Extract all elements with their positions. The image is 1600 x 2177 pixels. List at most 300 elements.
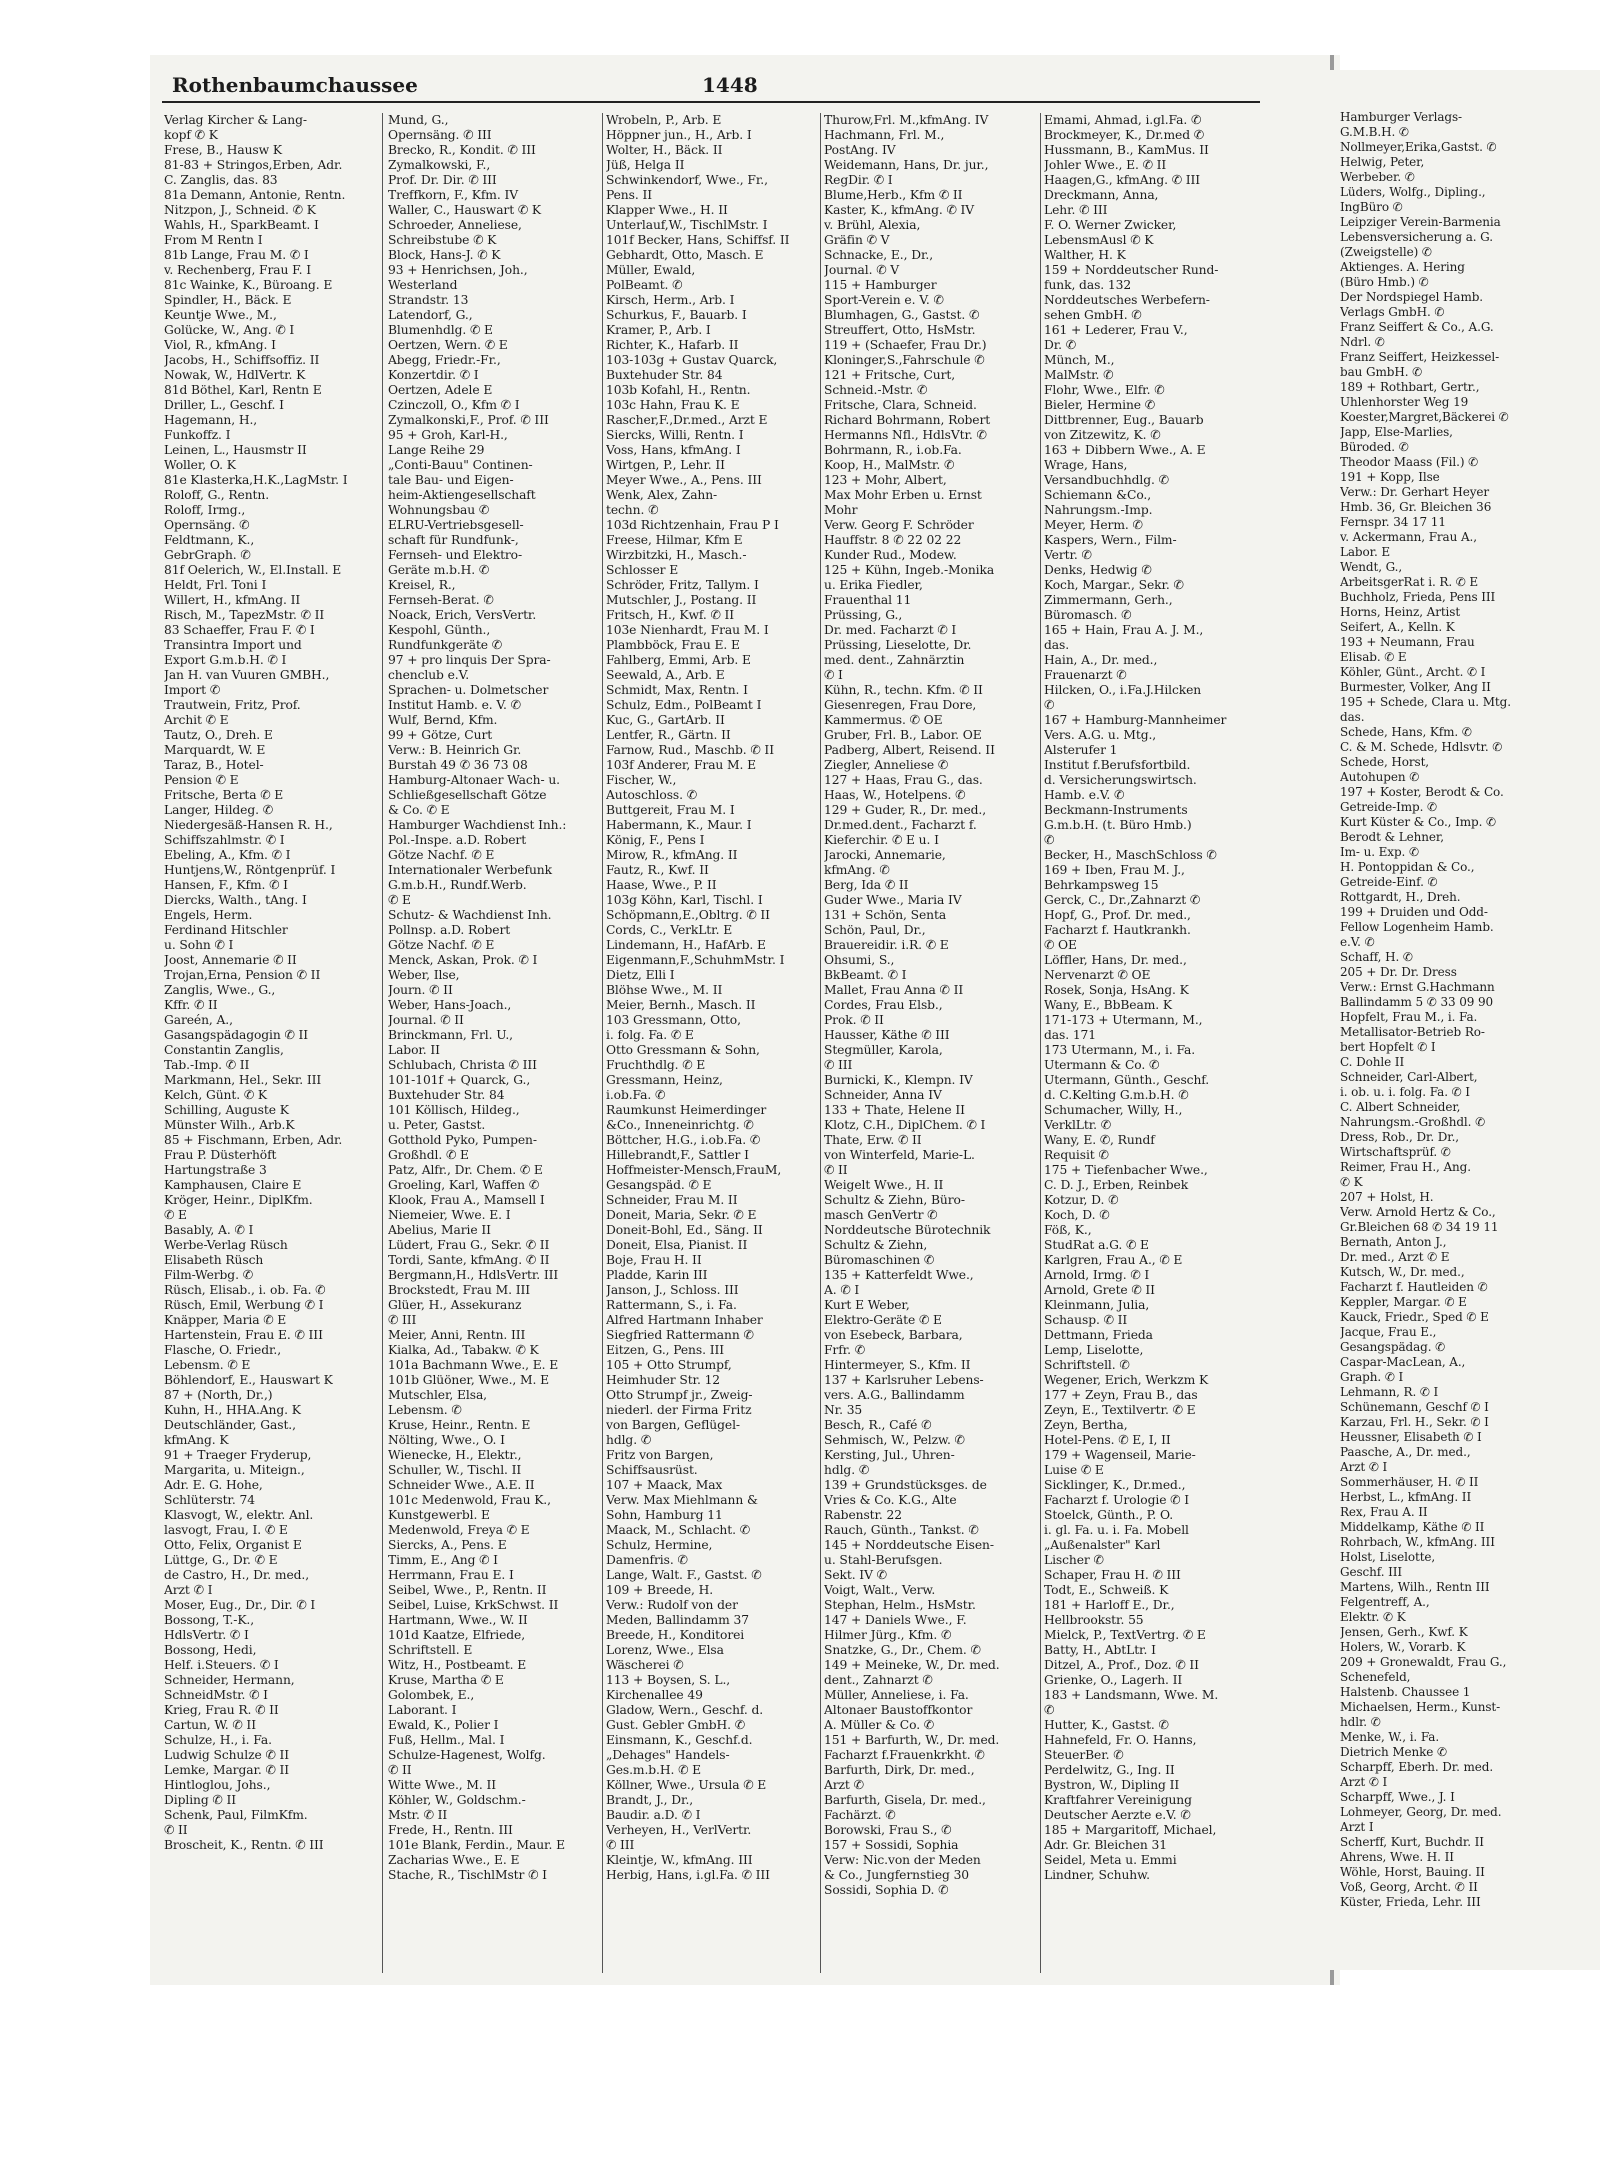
facing-page xyxy=(1330,70,1600,1970)
directory-entry: e.V. ✆ xyxy=(1340,935,1375,949)
directory-entry: 173 Utermann, M., i. Fa. xyxy=(1044,1043,1196,1057)
directory-entry: Zymalkonski,F., Prof. ✆ III xyxy=(388,413,549,427)
directory-entry: Abegg, Friedr.-Fr., xyxy=(388,353,501,367)
directory-entry: hdlg. ✆ xyxy=(824,1463,870,1477)
directory-entry: Schenefeld, xyxy=(1340,1670,1411,1684)
directory-entry: Scherff, Kurt, Buchdr. II xyxy=(1340,1835,1484,1849)
directory-entry: Niedergesäß-Hansen R. H., xyxy=(164,818,333,832)
directory-entry: Holst, Liselotte, xyxy=(1340,1550,1436,1564)
directory-entry: Hachmann, Frl. M., xyxy=(824,128,945,142)
directory-entry: Herbst, L., kfmAng. II xyxy=(1340,1490,1472,1504)
directory-entry: Brockstedt, Frau M. III xyxy=(388,1283,531,1297)
directory-entry: Kruse, Heinr., Rentn. E xyxy=(388,1418,531,1432)
directory-entry: Martens, Wilh., Rentn III xyxy=(1340,1580,1490,1594)
directory-entry: Becker, H., MaschSchloss ✆ xyxy=(1044,848,1217,862)
directory-entry: Brecko, R., Kondit. ✆ III xyxy=(388,143,536,157)
directory-entry: Der Nordspiegel Hamb. xyxy=(1340,290,1484,304)
directory-entry: Flasche, O. Friedr., xyxy=(164,1343,282,1357)
directory-entry: Löffler, Hans, Dr. med., xyxy=(1044,953,1187,967)
directory-entry: Hain, A., Dr. med., xyxy=(1044,653,1158,667)
directory-entry: Mutschler, J., Postang. II xyxy=(606,593,757,607)
directory-entry: 103g Köhn, Karl, Tischl. I xyxy=(606,893,763,907)
directory-entry: von Winterfeld, Marie-L. xyxy=(824,1148,975,1162)
directory-entry: Seifert, A., Kelln. K xyxy=(1340,620,1455,634)
directory-entry: Emami, Ahmad, i.gl.Fa. ✆ xyxy=(1044,113,1202,127)
directory-entry: Verw: Nic.von der Meden xyxy=(824,1853,981,1867)
directory-entry: Siercks, Willi, Rentn. I xyxy=(606,428,744,442)
directory-entry: Versandbuchhdlg. ✆ xyxy=(1044,473,1169,487)
directory-entry: Schneider, Hermann, xyxy=(164,1673,295,1687)
directory-entry: Buchholz, Frieda, Pens III xyxy=(1340,590,1496,604)
directory-entry: Vers. A.G. u. Mtg., xyxy=(1044,728,1157,742)
directory-entry: Fritsche, Berta ✆ E xyxy=(164,788,284,802)
directory-entry: Markmann, Hel., Sekr. III xyxy=(164,1073,322,1087)
directory-entry: 183 + Landsmann, Wwe. M. xyxy=(1044,1688,1219,1702)
directory-entry: Fahlberg, Emmi, Arb. E xyxy=(606,653,751,667)
directory-entry: Kauck, Friedr., Sped ✆ E xyxy=(1340,1310,1489,1324)
directory-entry: Doneit, Elsa, Pianist. II xyxy=(606,1238,748,1252)
directory-entry: ✆ E xyxy=(388,893,411,907)
directory-entry: Dietz, Elli I xyxy=(606,968,675,982)
directory-entry: Arzt ✆ xyxy=(824,1778,864,1792)
directory-entry: Böttcher, H.G., i.ob.Fa. ✆ xyxy=(606,1133,761,1147)
directory-entry: Rüsch, Elisab., i. ob. Fa. ✆ xyxy=(164,1283,326,1297)
directory-entry: 199 + Druiden und Odd- xyxy=(1340,905,1488,919)
directory-entry: 185 + Margaritoff, Michael, xyxy=(1044,1823,1217,1837)
directory-entry: Golücke, W., Ang. ✆ I xyxy=(164,323,295,337)
directory-entry: Fritsch, H., Kwf. ✆ II xyxy=(606,608,735,622)
directory-entry: 137 + Karlsruher Lebens- xyxy=(824,1373,984,1387)
directory-entry: Theodor Maass (Fil.) ✆ xyxy=(1340,455,1479,469)
directory-entry: 81c Wainke, K., Büroang. E xyxy=(164,278,333,292)
directory-entry: Kuhn, H., HHA.Ang. K xyxy=(164,1403,301,1417)
directory-entry: 101-101f + Quarck, G., xyxy=(388,1073,531,1087)
directory-entry: Hamburg-Altonaer Wach- u. xyxy=(388,773,560,787)
directory-entry: Fellow Logenheim Hamb. xyxy=(1340,920,1494,934)
directory-entry: Burmester, Volker, Ang II xyxy=(1340,680,1491,694)
directory-entry: 179 + Wagenseil, Marie- xyxy=(1044,1448,1196,1462)
directory-entry: Eigenmann,F.,SchuhmMstr. I xyxy=(606,953,785,967)
directory-entry: Köhler, W., Goldschm.- xyxy=(388,1793,526,1807)
directory-entry: Wöhle, Horst, Bauing. II xyxy=(1340,1865,1485,1879)
directory-entry: Facharzt f.Frauenkrkht. ✆ xyxy=(824,1748,985,1762)
directory-entry: Jensen, Gerh., Kwf. K xyxy=(1340,1625,1468,1639)
directory-entry: Sicklinger, K., Dr.med., xyxy=(1044,1478,1186,1492)
directory-entry: Kunstgewerbl. E xyxy=(388,1508,490,1522)
directory-entry: Verw.: Ernst G.Hachmann xyxy=(1340,980,1495,994)
directory-entry: Fachärzt. ✆ xyxy=(824,1808,896,1822)
directory-entry: PostAng. IV xyxy=(824,143,896,157)
directory-entry: Münch, M., xyxy=(1044,353,1115,367)
column-4 xyxy=(824,113,1036,1973)
directory-entry: Höppner jun., H., Arb. I xyxy=(606,128,752,142)
directory-entry: niederl. der Firma Fritz xyxy=(606,1403,752,1417)
directory-entry: Frau P. Düsterhöft xyxy=(164,1148,277,1162)
directory-entry: Kurt E Weber, xyxy=(824,1298,910,1312)
directory-entry: Siercks, A., Pens. E xyxy=(388,1538,507,1552)
directory-entry: Alfred Hartmann Inhaber xyxy=(606,1313,763,1327)
directory-entry: „Dehages" Handels- xyxy=(606,1748,730,1762)
directory-entry: Niemeier, Wwe. E. I xyxy=(388,1208,511,1222)
directory-entry: Walther, H. K xyxy=(1044,248,1126,262)
directory-entry: Fernseh-Berat. ✆ xyxy=(388,593,494,607)
directory-entry: Doneit, Maria, Sekr. ✆ E xyxy=(606,1208,757,1222)
directory-entry: 81f Oelerich, W., El.Install. E xyxy=(164,563,342,577)
directory-entry: Arzt I xyxy=(1340,1820,1374,1834)
directory-entry: Gotthold Pyko, Pumpen- xyxy=(388,1133,537,1147)
directory-entry: Fernspr. 34 17 11 xyxy=(1340,515,1446,529)
directory-entry: Kialka, Ad., Tabakw. ✆ K xyxy=(388,1343,539,1357)
directory-entry: 167 + Hamburg-Mannheimer xyxy=(1044,713,1227,727)
directory-entry: Maack, M., Schlacht. ✆ xyxy=(606,1523,750,1537)
directory-entry: 175 + Tiefenbacher Wwe., xyxy=(1044,1163,1208,1177)
directory-entry: Geräte m.b.H. ✆ xyxy=(388,563,490,577)
directory-entry: Wirtgen, P., Lehr. II xyxy=(606,458,725,472)
directory-entry: Lindner, Schuhw. xyxy=(1044,1868,1150,1882)
directory-entry: Tautz, O., Dreh. E xyxy=(164,728,273,742)
directory-entry: Luise ✆ E xyxy=(1044,1463,1104,1477)
directory-entry: Blume,Herb., Kfm ✆ II xyxy=(824,188,963,202)
directory-entry: Ges.m.b.H. ✆ E xyxy=(606,1763,701,1777)
directory-entry: Sport-Verein e. V. ✆ xyxy=(824,293,944,307)
directory-entry: Cartun, W. ✆ II xyxy=(164,1718,256,1732)
directory-entry: Mielck, P., TextVertrg. ✆ E xyxy=(1044,1628,1206,1642)
directory-entry: Menke, W., i. Fa. xyxy=(1340,1730,1440,1744)
directory-entry: 103-103g + Gustav Quarck, xyxy=(606,353,778,367)
directory-entry: Witte Wwe., M. II xyxy=(388,1778,497,1792)
directory-entry: Operns​äng. ✆ xyxy=(164,518,250,532)
directory-entry: Transintra Import und xyxy=(164,638,302,652)
directory-entry: Schultz & Ziehn, xyxy=(824,1238,928,1252)
directory-entry: Schaper, Frau H. ✆ III xyxy=(1044,1568,1181,1582)
directory-entry: Institut f.Berufsfortbild. xyxy=(1044,758,1191,772)
directory-entry: Kotzur, D. ✆ xyxy=(1044,1193,1119,1207)
directory-entry: Stoelck, Günth., P. O. xyxy=(1044,1508,1174,1522)
directory-entry: Thate, Erw. ✆ II xyxy=(824,1133,922,1147)
directory-entry: Schumacher, Willy, H., xyxy=(1044,1103,1183,1117)
directory-entry: 151 + Barfurth, W., Dr. med. xyxy=(824,1733,1000,1747)
directory-entry: Buxtehuder Str. 84 xyxy=(388,1088,505,1102)
directory-entry: Schneider Wwe., A.E. II xyxy=(388,1478,535,1492)
directory-entry: Voß, Georg, Archt. ✆ II xyxy=(1340,1880,1478,1894)
directory-entry: Wany, E., BbBeam. K xyxy=(1044,998,1172,1012)
directory-entry: Kloninger,S.,Fahrschule ✆ xyxy=(824,353,985,367)
directory-entry: MalMstr. ✆ xyxy=(1044,368,1114,382)
directory-entry: Habermann, K., Maur. I xyxy=(606,818,752,832)
directory-entry: Wany, E. ✆, Rundf xyxy=(1044,1133,1155,1147)
directory-entry: Hamburger Wachdienst Inh.: xyxy=(388,818,567,832)
directory-entry: Graph. ✆ I xyxy=(1340,1370,1404,1384)
directory-entry: u. Sohn ✆ I xyxy=(164,938,234,952)
directory-entry: v. Rechenberg, Frau F. I xyxy=(164,263,312,277)
directory-entry: Joost, Annemarie ✆ II xyxy=(164,953,297,967)
directory-entry: Flohr, Wwe., Elfr. ✆ xyxy=(1044,383,1165,397)
directory-entry: Hartmann, Wwe., W. II xyxy=(388,1613,528,1627)
directory-entry: 197 + Koster, Berodt & Co. xyxy=(1340,785,1504,799)
directory-entry: Verheyen, H., VerlVertr. xyxy=(606,1823,752,1837)
directory-entry: Strandstr. 13 xyxy=(388,293,469,307)
directory-entry: masch GenVertr ✆ xyxy=(824,1208,938,1222)
directory-entry: Gressmann, Heinz, xyxy=(606,1073,723,1087)
directory-entry: 93 + Henrichsen, Joh., xyxy=(388,263,528,277)
directory-entry: Zeyn, Bertha, xyxy=(1044,1418,1128,1432)
directory-entry: Witz, H., Postbeamt. E xyxy=(388,1658,527,1672)
directory-entry: Wrobeln, P., Arb. E xyxy=(606,113,722,127)
directory-entry: & Co. ✆ E xyxy=(388,803,450,817)
directory-entry: Thurow,Frl. M.,kfmAng. IV xyxy=(824,113,989,127)
directory-entry: 139 + Grundstücksges. de xyxy=(824,1478,987,1492)
directory-entry: Wirzbitzki, H., Masch.- xyxy=(606,548,747,562)
directory-entry: Dietrich Menke ✆ xyxy=(1340,1745,1447,1759)
directory-entry: 81-83 + Stringos,Erben, Adr. xyxy=(164,158,343,172)
directory-entry: Medenwold, Freya ✆ E xyxy=(388,1523,530,1537)
directory-entry: 101d Kaatze, Elfriede, xyxy=(388,1628,526,1642)
directory-entry: Otto, Felix, Organist E xyxy=(164,1538,302,1552)
directory-entry: Moser, Eug., Dr., Dir. ✆ I xyxy=(164,1598,316,1612)
directory-entry: Elektr. ✆ K xyxy=(1340,1610,1406,1624)
directory-entry: 101 Köllisch, Hildeg., xyxy=(388,1103,520,1117)
directory-entry: Dr.med.dent., Facharzt f. xyxy=(824,818,977,832)
directory-entry: 115 + Hamburger xyxy=(824,278,937,292)
directory-entry: Werbe-Verlag Rüsch xyxy=(164,1238,288,1252)
directory-entry: Johler Wwe., E. ✆ II xyxy=(1044,158,1167,172)
directory-entry: Patz, Alfr., Dr. Chem. ✆ E xyxy=(388,1163,543,1177)
directory-entry: &Co., Inneneinrichtg. ✆ xyxy=(606,1118,754,1132)
directory-entry: ELRU-Vertriebsgesell- xyxy=(388,518,524,532)
directory-entry: 91 + Traeger Fryderup, xyxy=(164,1448,312,1462)
directory-entry: Hamburger Verlags- xyxy=(1340,110,1462,124)
directory-entry: F. O. Werner Zwicker, xyxy=(1044,218,1177,232)
directory-entry: Lüders, Wolfg., Dipling., xyxy=(1340,185,1486,199)
directory-entry: Bossong, Hedi, xyxy=(164,1643,257,1657)
directory-entry: Blöhse Wwe., M. II xyxy=(606,983,723,997)
directory-entry: Mstr. ✆ II xyxy=(388,1808,448,1822)
directory-entry: Berodt & Lehner, xyxy=(1340,830,1444,844)
directory-entry: Buttgereit, Frau M. I xyxy=(606,803,735,817)
directory-entry: Wegener, Erich, Werkzm K xyxy=(1044,1373,1209,1387)
directory-entry: Föß, K., xyxy=(1044,1223,1092,1237)
directory-entry: Jacque, Frau E., xyxy=(1340,1325,1437,1339)
directory-entry: Dipling ✆ II xyxy=(164,1793,236,1807)
directory-entry: 101b Glüöner, Wwe., M. E xyxy=(388,1373,550,1387)
directory-entry: Zimmermann, Gerh., xyxy=(1044,593,1173,607)
directory-entry: RegDir. ✆ I xyxy=(824,173,893,187)
directory-entry: hdlr. ✆ xyxy=(1340,1715,1381,1729)
directory-entry: sehen GmbH. ✆ xyxy=(1044,308,1142,322)
directory-entry: Padberg, Albert, Reisend. II xyxy=(824,743,995,757)
directory-entry: 81e Klasterka,H.K.,LagMstr. I xyxy=(164,473,348,487)
directory-entry: 101a Bachmann Wwe., E. E xyxy=(388,1358,559,1372)
directory-entry: Roloff, G., Rentn. xyxy=(164,488,270,502)
directory-entry: Schede, Hans, Kfm. ✆ xyxy=(1340,725,1472,739)
directory-entry: Lindemann, H., HafArb. E xyxy=(606,938,766,952)
directory-entry: Ballindamm 5 ✆ 33 09 90 xyxy=(1340,995,1494,1009)
directory-entry: Zymalkowski, F., xyxy=(388,158,491,172)
directory-entry: ✆ III xyxy=(606,1838,635,1852)
column-5 xyxy=(1044,113,1256,1973)
directory-entry: Fernseh- und Elektro- xyxy=(388,548,523,562)
directory-entry: Zeyn, E., Textilvertr. ✆ E xyxy=(1044,1403,1196,1417)
directory-entry: Meier, Anni, Rentn. III xyxy=(388,1328,526,1342)
directory-entry: Wirtschaftsprüf. ✆ xyxy=(1340,1145,1451,1159)
directory-entry: Schuller, W., Tischl. II xyxy=(388,1463,522,1477)
directory-entry: vers. A.G., Ballindamm xyxy=(824,1388,965,1402)
directory-entry: Herbig, Hans, i.gl.Fa. ✆ III xyxy=(606,1868,770,1882)
directory-entry: Kuc, G., GartArb. II xyxy=(606,713,725,727)
column-1 xyxy=(164,113,376,1973)
directory-entry: Middelkamp, Käthe ✆ II xyxy=(1340,1520,1485,1534)
directory-page xyxy=(150,55,1340,1985)
directory-entry: Seewald, A., Arb. E xyxy=(606,668,725,682)
directory-entry: ArbeitsgerRat i. R. ✆ E xyxy=(1340,575,1479,589)
directory-entry: Ewald, K., Polier I xyxy=(388,1718,499,1732)
directory-entry: VerklLtr. ✆ xyxy=(1044,1118,1111,1132)
directory-entry: Breede, H., Konditorei xyxy=(606,1628,745,1642)
directory-entry: Lange, Walt. F., Gastst. ✆ xyxy=(606,1568,762,1582)
directory-entry: Horns, Heinz, Artist xyxy=(1340,605,1461,619)
directory-entry: Michaelsen, Herm., Kunst- xyxy=(1340,1700,1501,1714)
directory-entry: Herrmann, Frau E. I xyxy=(388,1568,514,1582)
directory-entry: C. Albert Schneider, xyxy=(1340,1100,1461,1114)
directory-entry: Bieler, Hermine ✆ xyxy=(1044,398,1155,412)
directory-entry: Facharzt f. Hautkrankh. xyxy=(1044,923,1191,937)
directory-entry: Verw.: Dr. Gerhart Heyer xyxy=(1340,485,1490,499)
directory-entry: G.m.b.H., Rundf.Werb. xyxy=(388,878,527,892)
directory-entry: Frede, H., Rentn. III xyxy=(388,1823,513,1837)
directory-entry: Schön, Paul, Dr., xyxy=(824,923,926,937)
directory-entry: Götze Nachf. ✆ E xyxy=(388,938,495,952)
directory-entry: Arnold, Irmg. ✆ I xyxy=(1044,1268,1150,1282)
directory-entry: 81b Lange, Frau M. ✆ I xyxy=(164,248,309,262)
directory-entry: bau GmbH. ✆ xyxy=(1340,365,1423,379)
directory-entry: Dress, Rob., Dr. Dr., xyxy=(1340,1130,1460,1144)
directory-entry: Golombek, E., xyxy=(388,1688,475,1702)
directory-entry: Hansen, F., Kfm. ✆ I xyxy=(164,878,288,892)
facing-column-1 xyxy=(1340,110,1570,1970)
directory-entry: 145 + Norddeutsche Eisen- xyxy=(824,1538,994,1552)
directory-entry: Batty, H., AbtLtr. I xyxy=(1044,1643,1156,1657)
directory-entry: Besch, R., Café ✆ xyxy=(824,1418,932,1432)
directory-entry: Hartenstein, Frau E. ✆ III xyxy=(164,1328,323,1342)
directory-entry: Einsmann, K., Geschf.d. xyxy=(606,1733,753,1747)
directory-entry: ✆ xyxy=(1044,1703,1055,1717)
directory-entry: Dr. med., Arzt ✆ E xyxy=(1340,1250,1450,1264)
directory-entry: Risch, M., TapezMstr. ✆ II xyxy=(164,608,325,622)
directory-entry: Schulze-Hagenest, Wolfg. xyxy=(388,1748,546,1762)
directory-entry: Werbeber. ✆ xyxy=(1340,170,1415,184)
directory-entry: Hotel-Pens. ✆ E, I, II xyxy=(1044,1433,1171,1447)
directory-entry: Münster Wilh., Arb.K xyxy=(164,1118,295,1132)
directory-entry: Eitzen, G., Pens. III xyxy=(606,1343,724,1357)
directory-entry: ✆ II xyxy=(388,1763,412,1777)
directory-entry: 103c Hahn, Frau K. E xyxy=(606,398,740,412)
directory-entry: Margarita, u. Miteign., xyxy=(164,1463,305,1477)
directory-entry: Keuntje Wwe., M., xyxy=(164,308,277,322)
directory-entry: ✆ III xyxy=(824,1058,853,1072)
directory-entry: Zanglis, Wwe., G., xyxy=(164,983,276,997)
directory-entry: Kurt Küster & Co., Imp. ✆ xyxy=(1340,815,1496,829)
directory-entry: Blumhagen, G., Gastst. ✆ xyxy=(824,308,980,322)
directory-entry: Koch, Margar., Sekr. ✆ xyxy=(1044,578,1184,592)
directory-entry: Giesenregen, Frau Dore, xyxy=(824,698,977,712)
directory-entry: Buxtehuder Str. 84 xyxy=(606,368,723,382)
directory-entry: Schiemann &Co., xyxy=(1044,488,1152,502)
directory-entry: Schilling, Auguste K xyxy=(164,1103,289,1117)
directory-entry: Schutz- & Wachdienst Inh. xyxy=(388,908,552,922)
directory-entry: Deutschländer, Gast., xyxy=(164,1418,296,1432)
directory-entry: Dr. med. Facharzt ✆ I xyxy=(824,623,957,637)
directory-entry: Denks, Hedwig ✆ xyxy=(1044,563,1152,577)
directory-entry: Jan H. van Vuuren GMBH., xyxy=(164,668,330,682)
directory-entry: 81a Demann, Antonie, Rentn. xyxy=(164,188,346,202)
directory-entry: Metallisator-Betrieb Ro- xyxy=(1340,1025,1485,1039)
directory-entry: SteuerBer. ✆ xyxy=(1044,1748,1124,1762)
directory-entry: Reimer, Frau H., Ang. xyxy=(1340,1160,1471,1174)
directory-entry: lasvogt, Frau, I. ✆ E xyxy=(164,1523,288,1537)
directory-entry: PolBeamt. ✆ xyxy=(606,278,683,292)
directory-entry: Böhlendorf, E., Hauswart K xyxy=(164,1373,333,1387)
directory-entry: Journal. ✆ II xyxy=(388,1013,464,1027)
directory-entry: Berg, Ida ✆ II xyxy=(824,878,909,892)
directory-entry: Büroded. ✆ xyxy=(1340,440,1409,454)
directory-entry: Kröger, Heinr., DiplKfm. xyxy=(164,1193,313,1207)
directory-entry: Pol.-Inspe. a.D. Robert xyxy=(388,833,527,847)
directory-entry: Treffkorn, F., Kfm. IV xyxy=(388,188,519,202)
directory-entry: 135 + Katterfeldt Wwe., xyxy=(824,1268,974,1282)
directory-entry: Willert, H., kfmAng. II xyxy=(164,593,301,607)
directory-entry: Facharzt f. Urologie ✆ I xyxy=(1044,1493,1189,1507)
directory-entry: Knäpper, Maria ✆ E xyxy=(164,1313,287,1327)
directory-entry: Getreide-Einf. ✆ xyxy=(1340,875,1438,889)
directory-entry: Fritsche, Clara, Schneid. xyxy=(824,398,977,412)
directory-entry: Archit ✆ E xyxy=(164,713,229,727)
directory-entry: Groeling, Karl, Waffen ✆ xyxy=(388,1178,540,1192)
directory-entry: Kffr. ✆ II xyxy=(164,998,218,1012)
directory-entry: 207 + Holst, H. xyxy=(1340,1190,1434,1204)
directory-entry: Schneider, Frau M. II xyxy=(606,1193,738,1207)
directory-entry: Holers, W., Vorarb. K xyxy=(1340,1640,1466,1654)
directory-entry: Journ. ✆ II xyxy=(388,983,453,997)
directory-entry: Kraftfahrer Vereinigung xyxy=(1044,1793,1192,1807)
directory-entry: 83 Schaeffer, Frau F. ✆ I xyxy=(164,623,315,637)
directory-entry: 195 + Schede, Clara u. Mtg. xyxy=(1340,695,1511,709)
directory-entry: Gruber, Frl. B., Labor. OE xyxy=(824,728,982,742)
directory-entry: Facharzt f. Hautleiden ✆ xyxy=(1340,1280,1488,1294)
directory-entry: Burnicki, K., Klempn. IV xyxy=(824,1073,973,1087)
directory-entry: Kutsch, W., Dr. med., xyxy=(1340,1265,1465,1279)
directory-entry: 119 + (Schaefer, Frau Dr.) xyxy=(824,338,987,352)
directory-entry: 105 + Otto Strumpf, xyxy=(606,1358,732,1372)
directory-entry: C. Dohle II xyxy=(1340,1055,1405,1069)
directory-entry: Klotz, C.H., DiplChem. ✆ I xyxy=(824,1118,986,1132)
directory-entry: Krieg, Frau R. ✆ II xyxy=(164,1703,279,1717)
directory-entry: ✆ III xyxy=(388,1313,417,1327)
directory-entry: Stephan, Helm., HsMstr. xyxy=(824,1598,976,1612)
directory-entry: Trautwein, Fritz, Prof. xyxy=(164,698,301,712)
directory-entry: Raumkunst Heimerdinger xyxy=(606,1103,767,1117)
directory-entry: Verw. Georg F. Schröder xyxy=(824,518,974,532)
directory-entry: 99 + Götze, Curt xyxy=(388,728,493,742)
directory-entry: 205 + Dr. Dr. Dress xyxy=(1340,965,1457,979)
directory-entry: Haagen,G., kfmAng. ✆ III xyxy=(1044,173,1201,187)
directory-entry: Rottgardt, H., Dreh. xyxy=(1340,890,1461,904)
directory-entry: Laborant. I xyxy=(388,1703,457,1717)
directory-entry: A. Müller & Co. ✆ xyxy=(824,1718,935,1732)
directory-entry: Kaspers, Wern., Film- xyxy=(1044,533,1177,547)
directory-entry: Haas, W., Hotelpens. ✆ xyxy=(824,788,966,802)
directory-entry: Meden, Ballindamm 37 xyxy=(606,1613,749,1627)
directory-entry: ✆ OE xyxy=(1044,938,1077,952)
